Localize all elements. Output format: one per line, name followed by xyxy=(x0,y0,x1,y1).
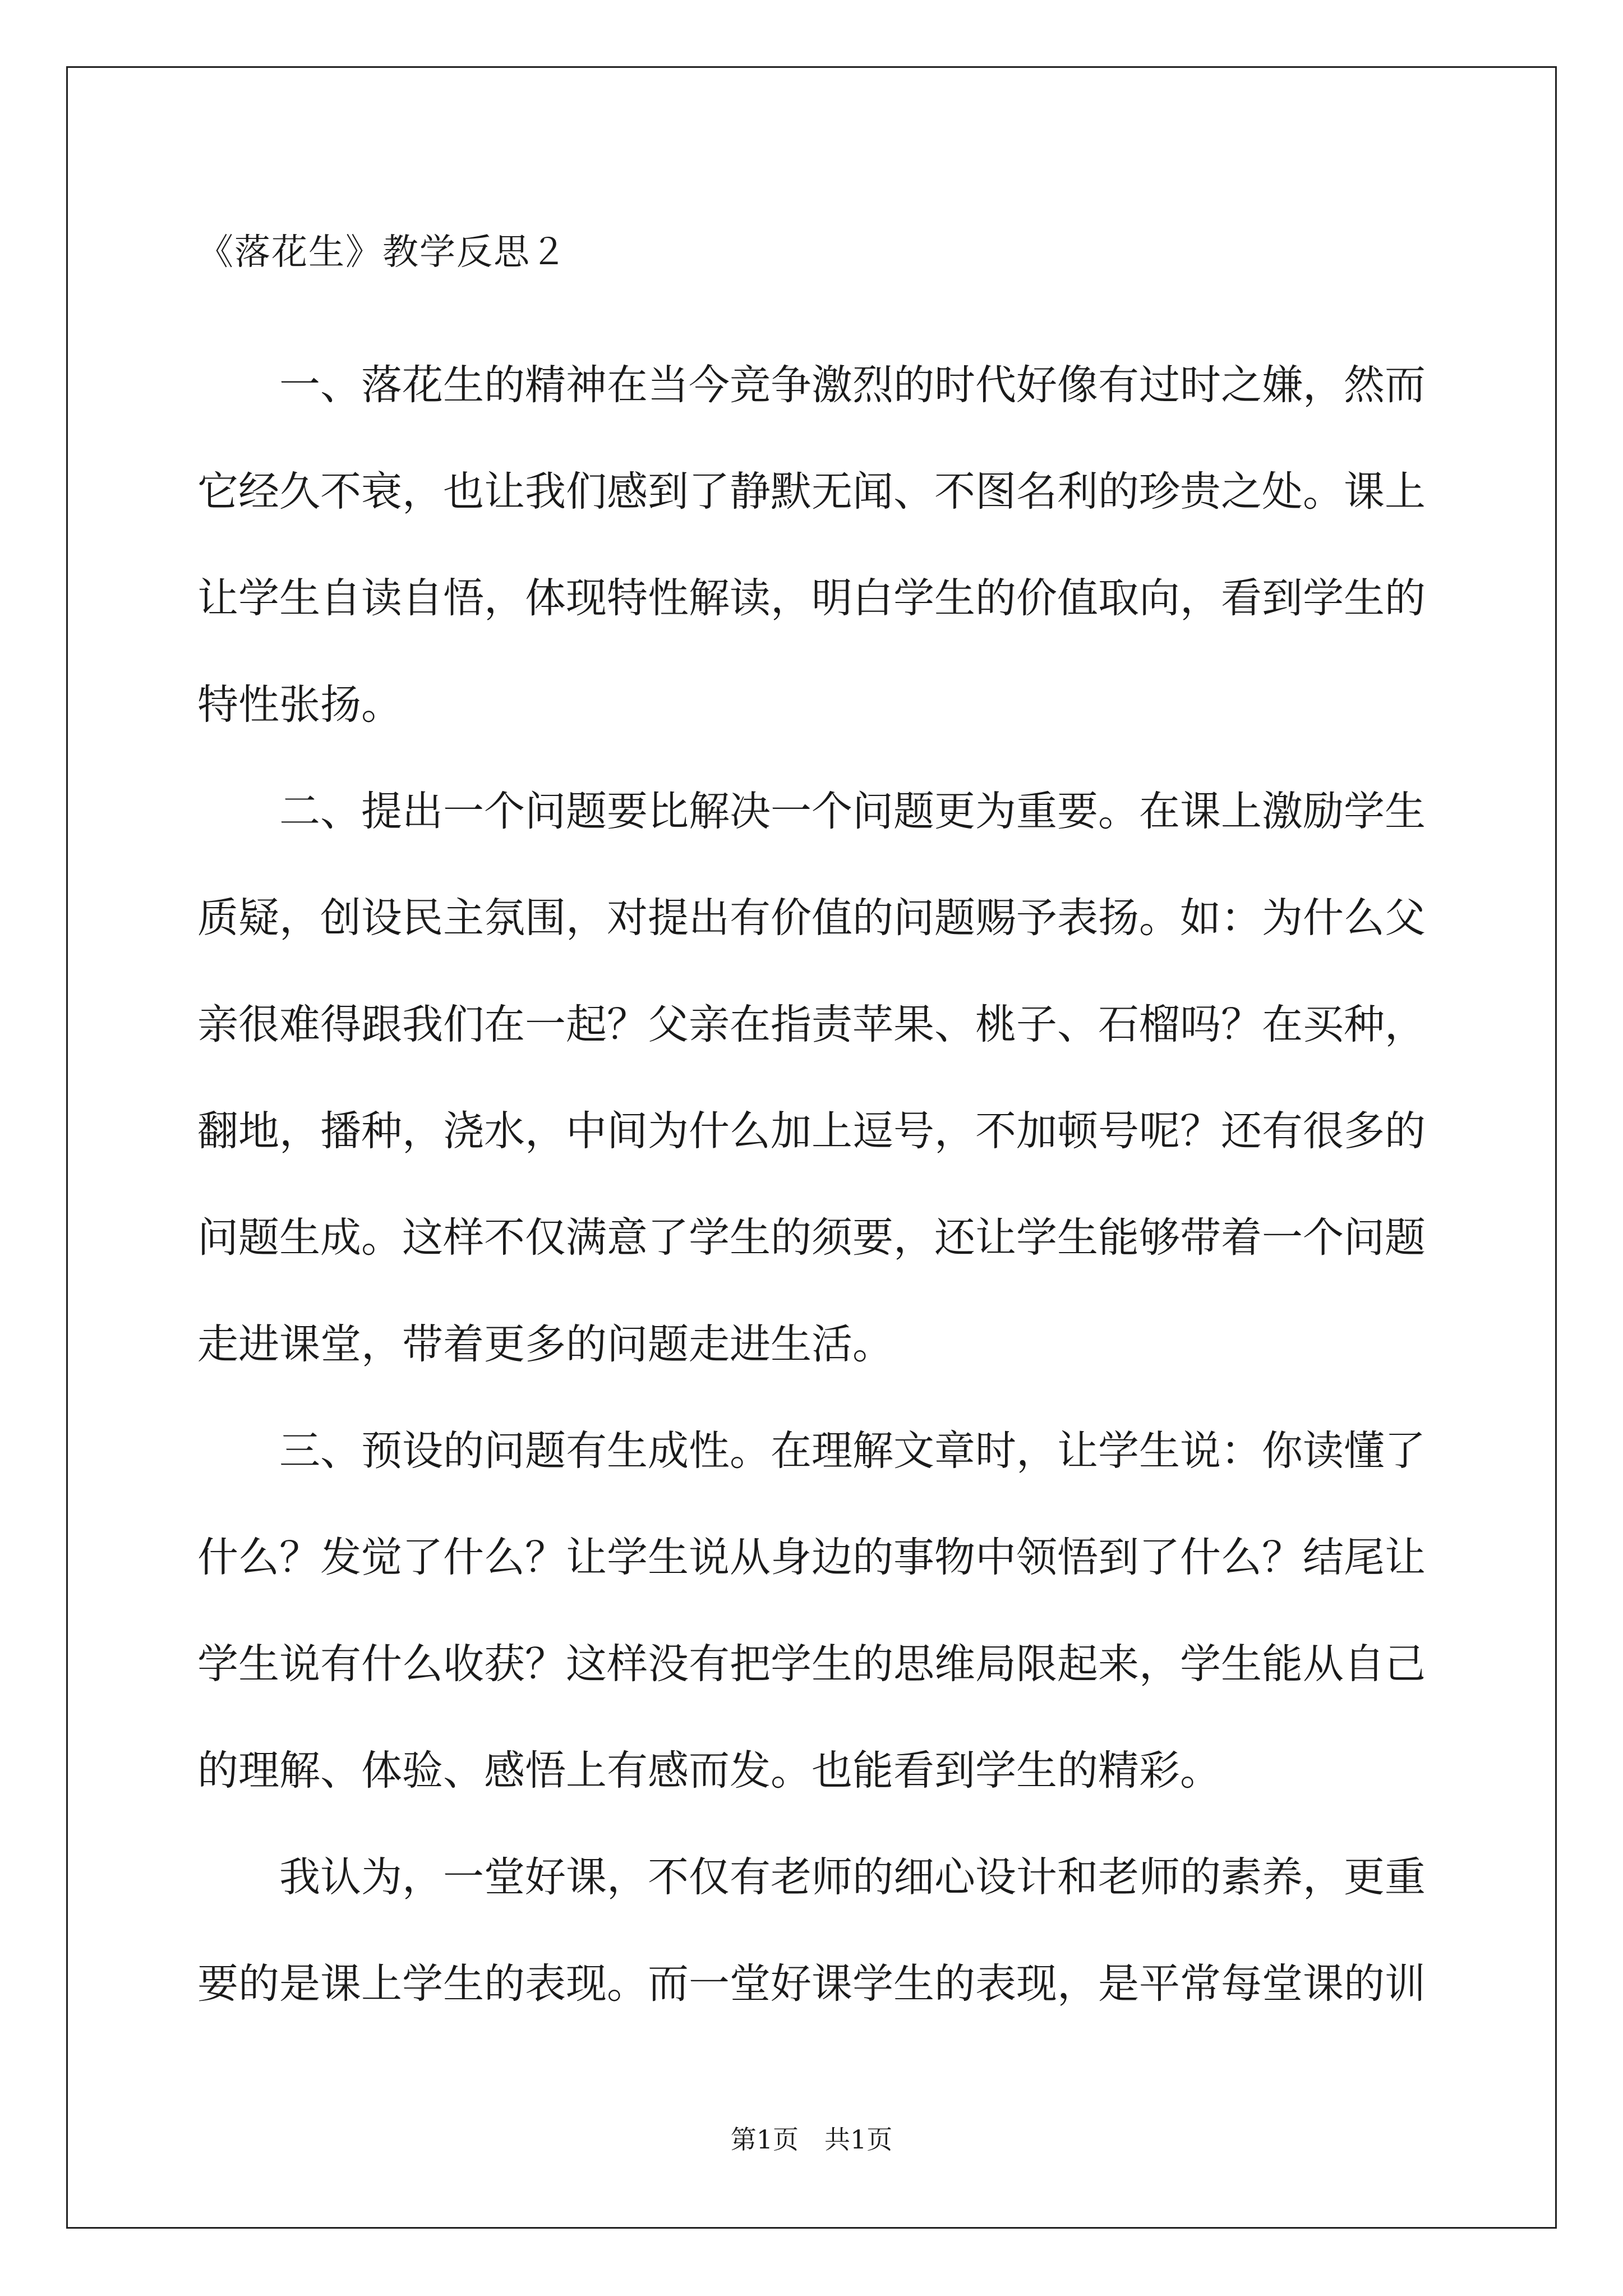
document-body xyxy=(197,224,1426,2037)
page-number-footer: 第1页 共1页 xyxy=(730,2124,893,2155)
paragraph-4: 我认为，一堂好课，不仅有老师的细心设计和老师的素养，更重要的是课上学生的表现。而一堂好课学生的表现，是平常每堂课的训 xyxy=(197,1853,1426,2008)
document-title: 《落花生》教学反思２ xyxy=(197,232,568,273)
paragraph-1: 一、落花生的精神在当今竞争激烈的时代好像有过时之嫌，然而它经久不衰，也让我们感到了静默无闻、不图名利的珍贵之处。课上让学生自读自悟，体现特性解读，明白学生的价值取向，看到学生的特性张扬。 xyxy=(197,361,1426,729)
paragraph-2: 二、提出一个问题要比解决一个问题更为重要。在课上激励学生质疑，创设民主氛围，对提出有价值的问题赐予表扬。如：为什么父亲很难得跟我们在一起？父亲在指责苹果、桃子、石榴吗？在买种，翻地，播种，浇水，中间为什么加上逗号，不加顿号呢？还有很多的问题生成。这样不仅满意了学生的须要，还让学生能够带着一个问题走进课堂，带着更多的问题走进生活。 xyxy=(197,788,1426,1368)
paragraph-3: 三、预设的问题有生成性。在理解文章时，让学生说：你读懂了什么？发觉了什么？让学生说从身边的事物中领悟到了什么？结尾让学生说有什么收获？这样没有把学生的思维局限起来，学生能从自己的理解、体验、感悟上有感而发。也能看到学生的精彩。 xyxy=(197,1427,1426,1795)
